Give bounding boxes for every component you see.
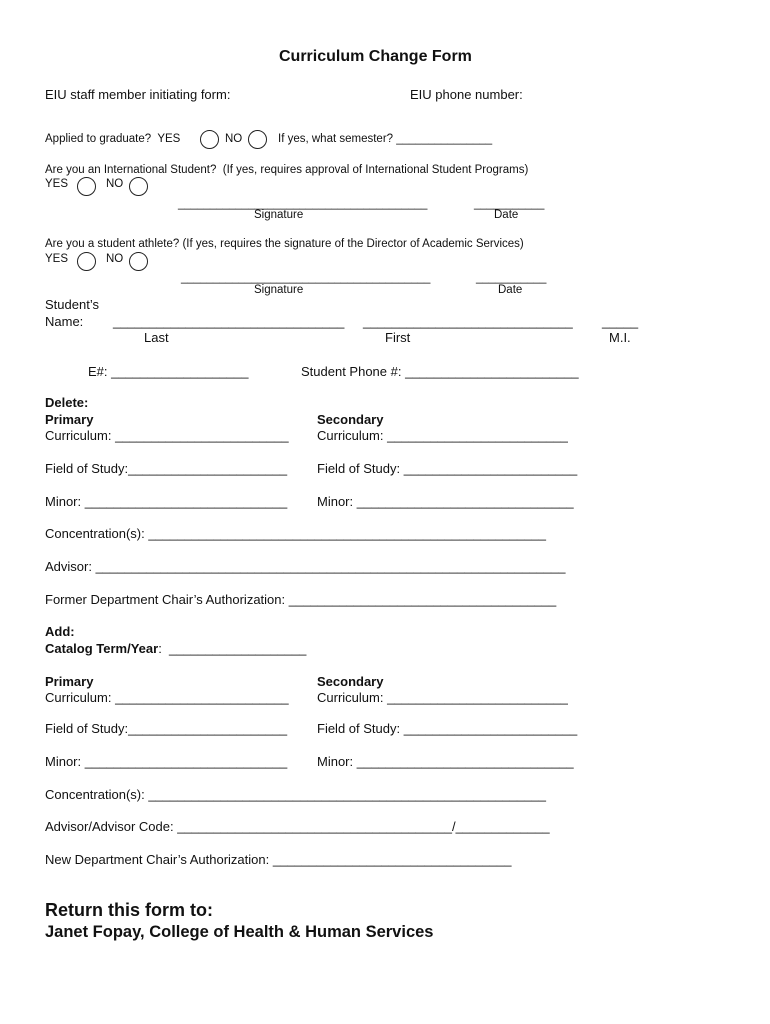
add-secondary-curriculum-field[interactable]: Curriculum: _________________________ xyxy=(317,690,568,705)
return-recipient: Janet Fopay, College of Health & Human Services xyxy=(45,923,434,941)
student-phone-field[interactable]: Student Phone #: ________________________ xyxy=(301,364,579,379)
international-no-radio[interactable] xyxy=(129,177,148,196)
catalog-term-field[interactable]: : ___________________ xyxy=(158,641,307,656)
first-name-field[interactable]: _____________________________ xyxy=(363,314,573,329)
athlete-yes-label: YES xyxy=(45,253,69,265)
graduate-question: Applied to graduate? YES xyxy=(45,133,181,145)
international-signature-label: Signature xyxy=(254,209,304,221)
catalog-term-label: Catalog Term/Year xyxy=(45,641,159,656)
middle-initial-field[interactable]: _____ xyxy=(602,314,639,329)
athlete-yes-radio[interactable] xyxy=(77,252,96,271)
add-concentrations-field[interactable]: Concentration(s): _______________________________________________________ xyxy=(45,787,546,802)
last-name-label: Last xyxy=(144,330,169,345)
athlete-signature-field[interactable]: _______________________________________ xyxy=(181,272,431,284)
international-date-label: Date xyxy=(494,209,519,221)
delete-secondary-curriculum-field[interactable]: Curriculum: _________________________ xyxy=(317,428,568,443)
graduate-semester-field[interactable]: If yes, what semester? _______________ xyxy=(278,133,493,145)
middle-initial-label: M.I. xyxy=(609,330,631,345)
student-name-label-line1: Student’s xyxy=(45,297,99,312)
international-yes-label: YES xyxy=(45,178,69,190)
international-date-field[interactable]: ___________ xyxy=(474,198,545,210)
delete-primary-field-of-study[interactable]: Field of Study:______________________ xyxy=(45,461,288,476)
international-yes-radio[interactable] xyxy=(77,177,96,196)
add-secondary-minor-field[interactable]: Minor: ______________________________ xyxy=(317,754,574,769)
staff-member-label: EIU staff member initiating form: xyxy=(45,87,231,102)
form-title: Curriculum Change Form xyxy=(279,48,472,65)
new-chair-authorization-field[interactable]: New Department Chair’s Authorization: _________________________________ xyxy=(45,852,512,867)
international-question: Are you an International Student? (If yes, requires approval of International Student Programs) xyxy=(45,164,529,176)
delete-primary-heading: Primary xyxy=(45,412,94,427)
catalog-term-row xyxy=(45,641,306,656)
add-secondary-field-of-study[interactable]: Field of Study: ________________________ xyxy=(317,721,578,736)
return-heading: Return this form to: xyxy=(45,900,213,920)
graduate-yes-radio[interactable] xyxy=(200,130,219,149)
add-secondary-heading: Secondary xyxy=(317,674,384,689)
delete-advisor-field[interactable]: Advisor: _________________________________________________________________ xyxy=(45,559,566,574)
athlete-date-field[interactable]: ___________ xyxy=(476,272,547,284)
delete-secondary-minor-field[interactable]: Minor: ______________________________ xyxy=(317,494,574,509)
last-name-field[interactable]: ________________________________ xyxy=(113,314,345,329)
athlete-signature-label: Signature xyxy=(254,284,304,296)
delete-primary-minor-field[interactable]: Minor: ____________________________ xyxy=(45,494,288,509)
delete-secondary-field-of-study[interactable]: Field of Study: ________________________ xyxy=(317,461,578,476)
add-heading: Add: xyxy=(45,624,75,639)
delete-primary-curriculum-field[interactable]: Curriculum: ________________________ xyxy=(45,428,289,443)
first-name-label: First xyxy=(385,330,411,345)
international-no-label: NO xyxy=(106,178,124,190)
add-primary-minor-field[interactable]: Minor: ____________________________ xyxy=(45,754,288,769)
phone-number-label: EIU phone number: xyxy=(410,87,523,102)
athlete-date-label: Date xyxy=(498,284,523,296)
advisor-code-field[interactable]: Advisor/Advisor Code: ______________________________________/_____________ xyxy=(45,819,550,834)
student-name-label-line2: Name: xyxy=(45,314,84,329)
former-chair-authorization-field[interactable]: Former Department Chair’s Authorization: _____________________________________ xyxy=(45,592,557,607)
graduate-no-radio[interactable] xyxy=(248,130,267,149)
enumber-field[interactable]: E#: ___________________ xyxy=(88,364,249,379)
delete-heading: Delete: xyxy=(45,395,89,410)
add-primary-heading: Primary xyxy=(45,674,94,689)
add-primary-curriculum-field[interactable]: Curriculum: ________________________ xyxy=(45,690,289,705)
athlete-question: Are you a student athlete? (If yes, requires the signature of the Director of Academic Services) xyxy=(45,238,524,250)
athlete-no-radio[interactable] xyxy=(129,252,148,271)
delete-secondary-heading: Secondary xyxy=(317,412,384,427)
athlete-no-label: NO xyxy=(106,253,124,265)
graduate-no-label: NO xyxy=(225,133,243,145)
international-signature-field[interactable]: _______________________________________ xyxy=(178,198,428,210)
delete-concentrations-field[interactable]: Concentration(s): _______________________________________________________ xyxy=(45,526,546,541)
add-primary-field-of-study[interactable]: Field of Study:______________________ xyxy=(45,721,288,736)
